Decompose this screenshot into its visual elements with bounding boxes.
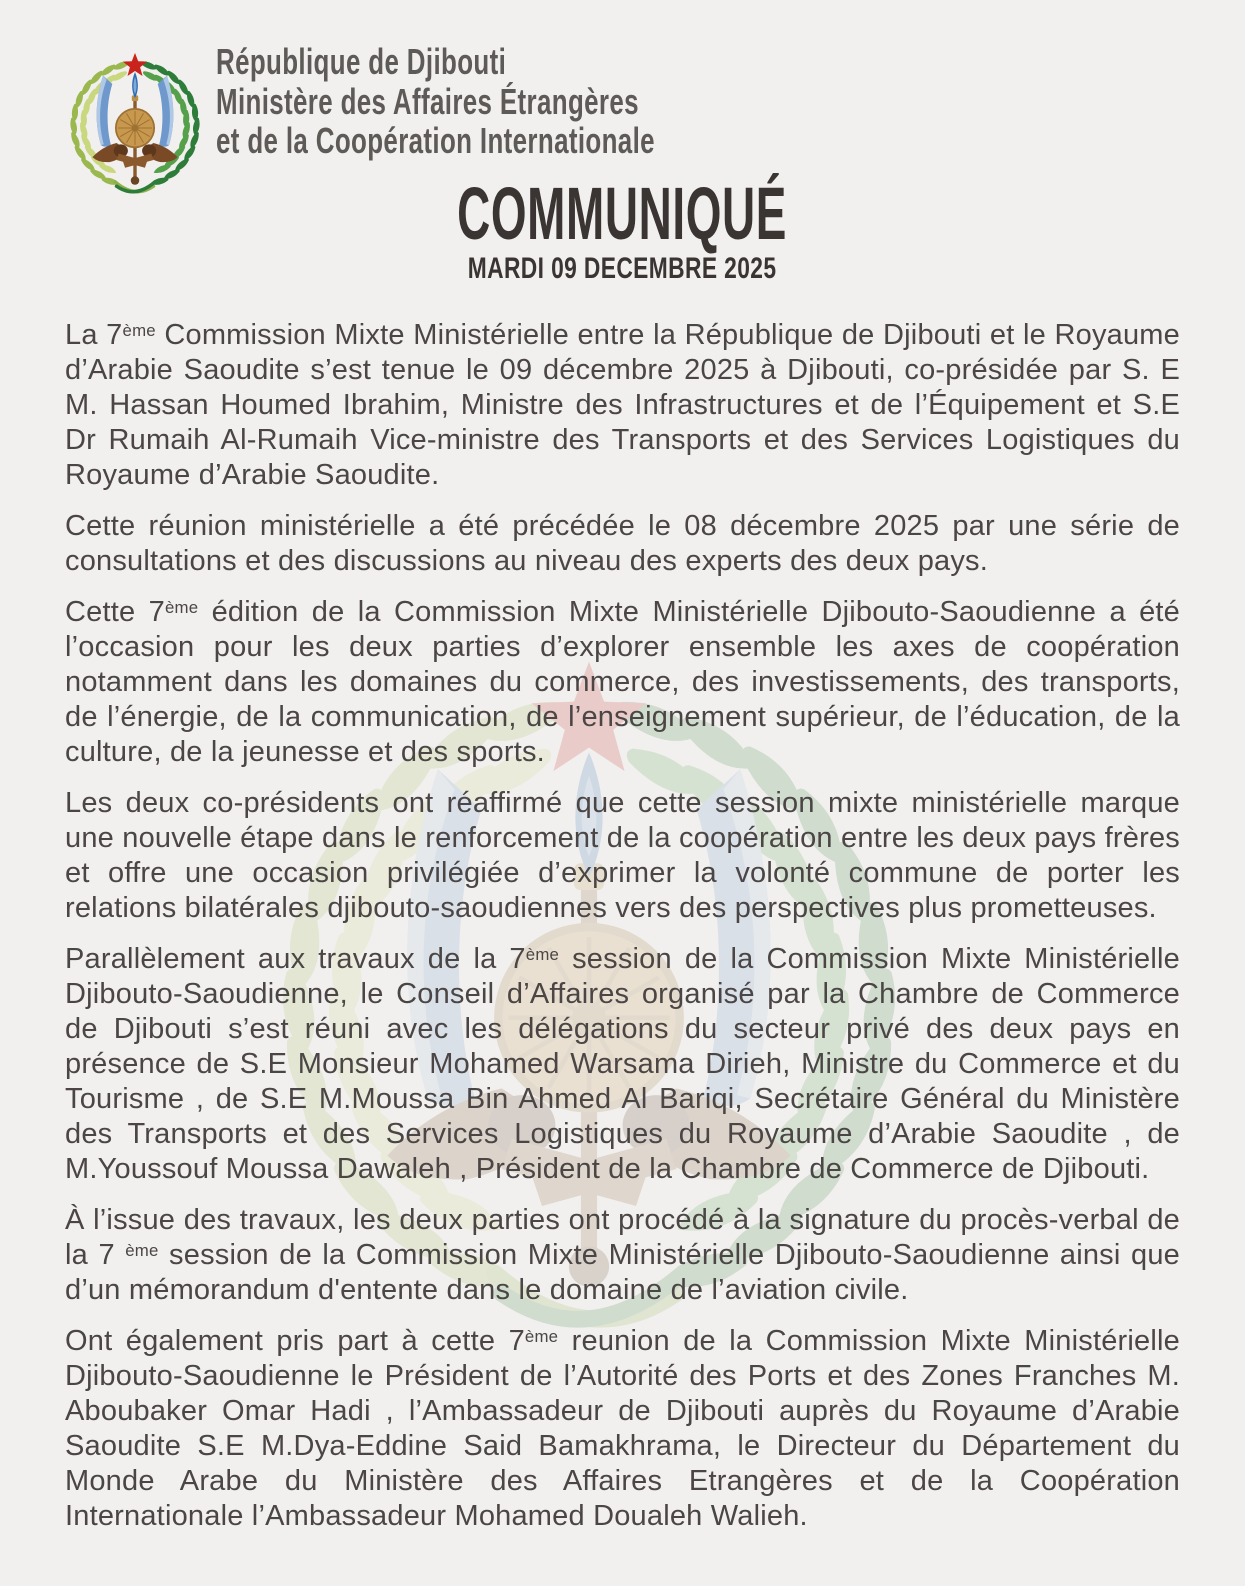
title-row — [0, 172, 1245, 255]
ministry-header — [216, 42, 655, 161]
paragraph-6: À l’issue des travaux, les deux parties ont procédé à la signature du procès-verbal de la 7 $^{ème}$ session de la Commission Mixte Ministérielle Djibouto-Saoudienne ainsi que d’un mémorandum d'entente dans le domaine de l’aviation civile. — [65, 1204, 1180, 1306]
paragraph-1: La 7ème Commission Mixte Ministérielle entre la République de Djibouti et le Royaume d’Arabie Saoudite s’est tenue le 09 décembre 2025 à Djibouti, co-présidée par S. E M. Hassan Houmed Ibrahim, Ministre des Infrastructures et de l’Équipement et S.E Dr Rumaih Al-Rumaih Vice-ministre des Transports et des Services Logistiques du Royaume d’Arabie Saoudite. — [65, 319, 1180, 491]
communique-title: COMMUNIQUÉ — [457, 172, 788, 255]
paragraph-5: Parallèlement aux travaux de la 7ème session de la Commission Mixte Ministérielle Djibouto-Saoudienne, le Conseil d’Affaires organisé par la Chambre de Commerce de Djibouti s’est réuni avec les délégations du secteur privé des deux pays en présence de S.E Monsieur Mohamed Warsama Dirieh, Ministre du Commerce et du Tourisme , de S.E M.Moussa Bin Ahmed Al Bariqi, Secrétaire Général du Ministère des Transports et des Services Logistiques du Royaume d’Arabie Saoudite , de M.Youssouf Moussa Dawaleh , Président de la Chambre de Commerce de Djibouti. — [65, 943, 1180, 1185]
document-body — [65, 318, 1180, 1550]
ministry-line-1: République de Djibouti — [216, 41, 507, 82]
paragraph-4: Les deux co-présidents ont réaffirmé que cette session mixte ministérielle marque une nouvelle étape dans le renforcement de la coopération entre les deux pays frères et offre une occasion privilégiée d’exprimer la volonté commune de porter les relations bilatérales djibouto-saoudiennes vers des perspectives plus prometteuses. — [65, 787, 1180, 924]
ministry-line-3: et de la Coopération Internationale — [216, 120, 655, 161]
date-row — [0, 253, 1245, 285]
paragraph-2: Cette réunion ministérielle a été précédée le 08 décembre 2025 par une série de consultations et des discussions au niveau des experts des deux pays. — [65, 510, 1180, 577]
paragraph-3: Cette 7ème édition de la Commission Mixte Ministérielle Djibouto-Saoudienne a été l’occasion pour les deux parties d’explorer ensemble les axes de coopération notamment dans les domaines du commerce, des investissements, des transports, de l’énergie, de la communication, de l’enseignement supérieur, de l’éducation, de la culture, de la jeunesse et des sports. — [65, 596, 1180, 768]
communique-date: MARDI 09 DECEMBRE 2025 — [468, 252, 777, 285]
paragraph-7: Ont également pris part à cette 7ème reunion de la Commission Mixte Ministérielle Djibouto-Saoudienne le Président de l’Autorité des Ports et des Zones Franches M. Aboubaker Omar Hadi , l’Ambassadeur de Djibouti auprès du Royaume d’Arabie Saoudite S.E M.Dya-Eddine Said Bamakhrama, le Directeur du Département du Monde Arabe du Ministère des Affaires Etrangères et de la Coopération Internationale l’Ambassadeur Mohamed Doualeh Walieh. — [65, 1325, 1180, 1532]
ministry-line-2: Ministère des Affaires Étrangères — [216, 80, 639, 122]
